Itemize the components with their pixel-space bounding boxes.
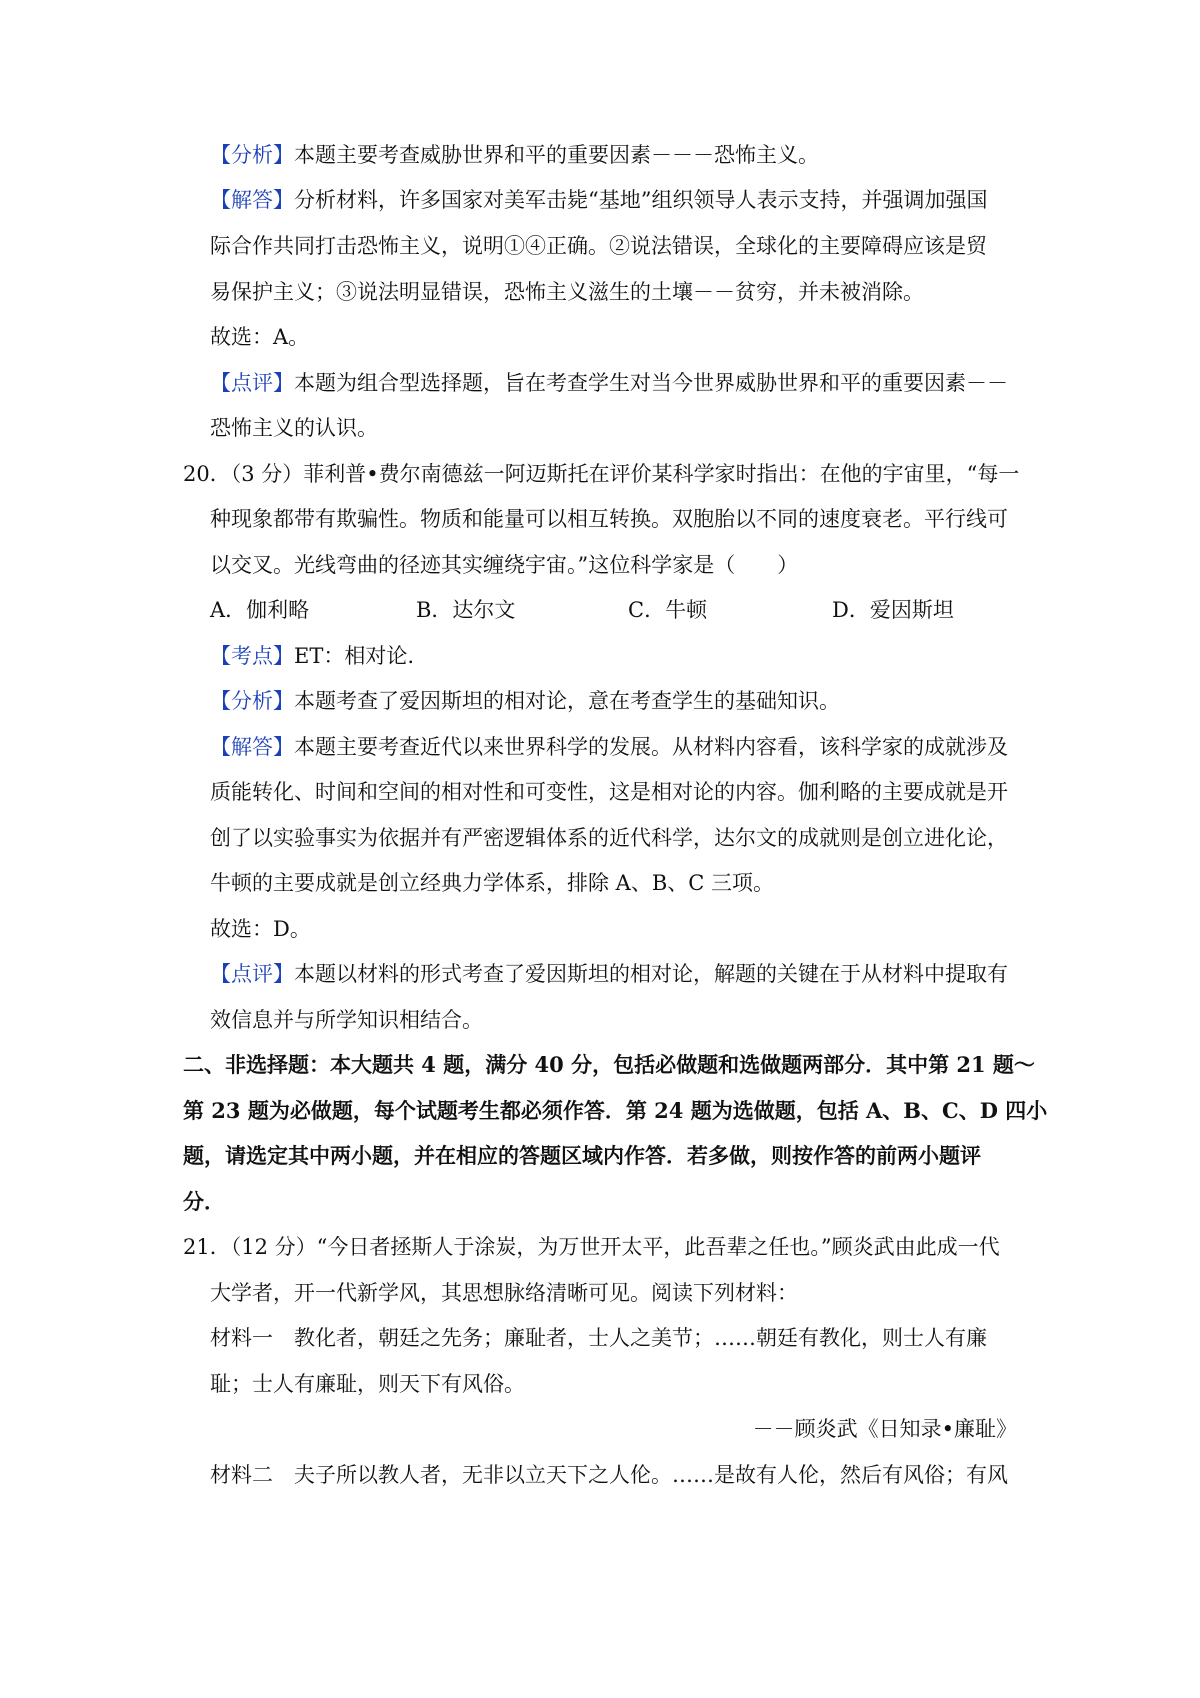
q20-answer-line-3: 创了以实验事实为依据并有严密逻辑体系的近代科学，达尔文的成就则是创立进化论，: [210, 826, 1008, 850]
q21-stem-line-1: 21．（12 分）“今日者拯斯人于涂炭，为万世开太平，此吾辈之任也。”顾炎武由此成一代: [183, 1235, 1000, 1259]
q20-choice: 故选：D。: [210, 917, 311, 941]
comment-tag: 【点评】: [210, 962, 294, 986]
q21-stem-line-2: 大学者，开一代新学风，其思想脉络清晰可见。阅读下列材料：: [210, 1281, 798, 1305]
q19-choice: 故选：A。: [210, 325, 310, 349]
q21-material2-line-1: 材料二 夫子所以教人者，无非以立天下之人伦。……是故有人伦，然后有风俗；有风: [210, 1463, 1008, 1487]
answer-text: 分析材料，许多国家对美军击毙“基地”组织领导人表示支持，并强调加强国: [294, 188, 988, 212]
q20-stem-line-2: 种现象都带有欺骗性。物质和能量可以相互转换。双胞胎以不同的速度衰老。平行线可: [210, 507, 1008, 531]
q20-answer-line-1: [210, 732, 1008, 762]
q20-option-b: B．达尔文: [416, 598, 516, 622]
q19-answer-line-2: 际合作共同打击恐怖主义，说明①④正确。②说法错误，全球化的主要障碍应该是贸: [210, 234, 987, 258]
section2-heading-line-2: 第 23 题为必做题，每个试题考生都必须作答．第 24 题为选做题，包括 A、B、C、D 四小: [183, 1098, 1048, 1123]
q20-option-a: A．伽利略: [210, 598, 310, 622]
q21-material1-line-2: 耻；士人有廉耻，则天下有风俗。: [210, 1372, 525, 1396]
q20-comment-line-2: 效信息并与所学知识相结合。: [210, 1008, 483, 1032]
q20-answer-line-2: 质能转化、时间和空间的相对性和可变性，这是相对论的内容。伽利略的主要成就是开: [210, 780, 1008, 804]
point-tag: 【考点】: [210, 644, 294, 668]
q20-point: [210, 641, 414, 671]
q19-comment-line-1: [210, 368, 1008, 398]
section2-heading-line-3: 题，请选定其中两小题，并在相应的答题区域内作答．若多做，则按作答的前两小题评: [183, 1143, 981, 1168]
q19-analysis: [210, 140, 819, 170]
q20-comment-line-1: [210, 959, 1008, 989]
q19-answer-line-3: 易保护主义；③说法明显错误，恐怖主义滋生的土壤－－贫穷，并未被消除。: [210, 280, 924, 304]
analysis-text: 本题主要考查威胁世界和平的重要因素－－－恐怖主义。: [294, 143, 819, 167]
analysis-text: 本题考查了爱因斯坦的相对论，意在考查学生的基础知识。: [294, 689, 840, 713]
q20-stem-line-3: 以交叉。光线弯曲的径迹其实缠绕宇宙。”这位科学家是（ ）: [210, 553, 799, 577]
q20-analysis: [210, 686, 840, 716]
q20-option-d: D．爱因斯坦: [832, 598, 954, 622]
q21-material1-line-1: 材料一 教化者，朝廷之先务；廉耻者，士人之美节；……朝廷有教化，则士人有廉: [210, 1326, 987, 1350]
analysis-tag: 【分析】: [210, 143, 294, 167]
q20-stem-line-1: 20．（3 分）菲利普•费尔南德兹一阿迈斯托在评价某科学家时指出：在他的宇宙里，“每一: [183, 462, 1020, 486]
answer-text: 本题主要考查近代以来世界科学的发展。从材料内容看，该科学家的成就涉及: [294, 735, 1008, 759]
q20-answer-line-4: 牛顿的主要成就是创立经典力学体系，排除 A、B、C 三项。: [210, 871, 775, 895]
q19-comment-line-2: 恐怖主义的认识。: [210, 416, 378, 440]
q20-option-c: C．牛顿: [628, 598, 708, 622]
q21-material1-source: －－顾炎武《日知录•廉耻》: [752, 1417, 1017, 1441]
q19-answer-line-1: [210, 185, 987, 215]
point-text: ET：相对论.: [294, 644, 415, 668]
section2-heading-line-4: 分．: [183, 1189, 225, 1214]
analysis-tag: 【分析】: [210, 689, 294, 713]
answer-tag: 【解答】: [210, 188, 294, 212]
comment-text: 本题以材料的形式考查了爱因斯坦的相对论，解题的关键在于从材料中提取有: [294, 962, 1008, 986]
section2-heading-line-1: 二、非选择题：本大题共 4 题，满分 40 分，包括必做题和选做题两部分．其中第 21 题～: [183, 1052, 1035, 1077]
answer-tag: 【解答】: [210, 735, 294, 759]
comment-tag: 【点评】: [210, 371, 294, 395]
comment-text: 本题为组合型选择题，旨在考查学生对当今世界威胁世界和平的重要因素－－: [294, 371, 1008, 395]
